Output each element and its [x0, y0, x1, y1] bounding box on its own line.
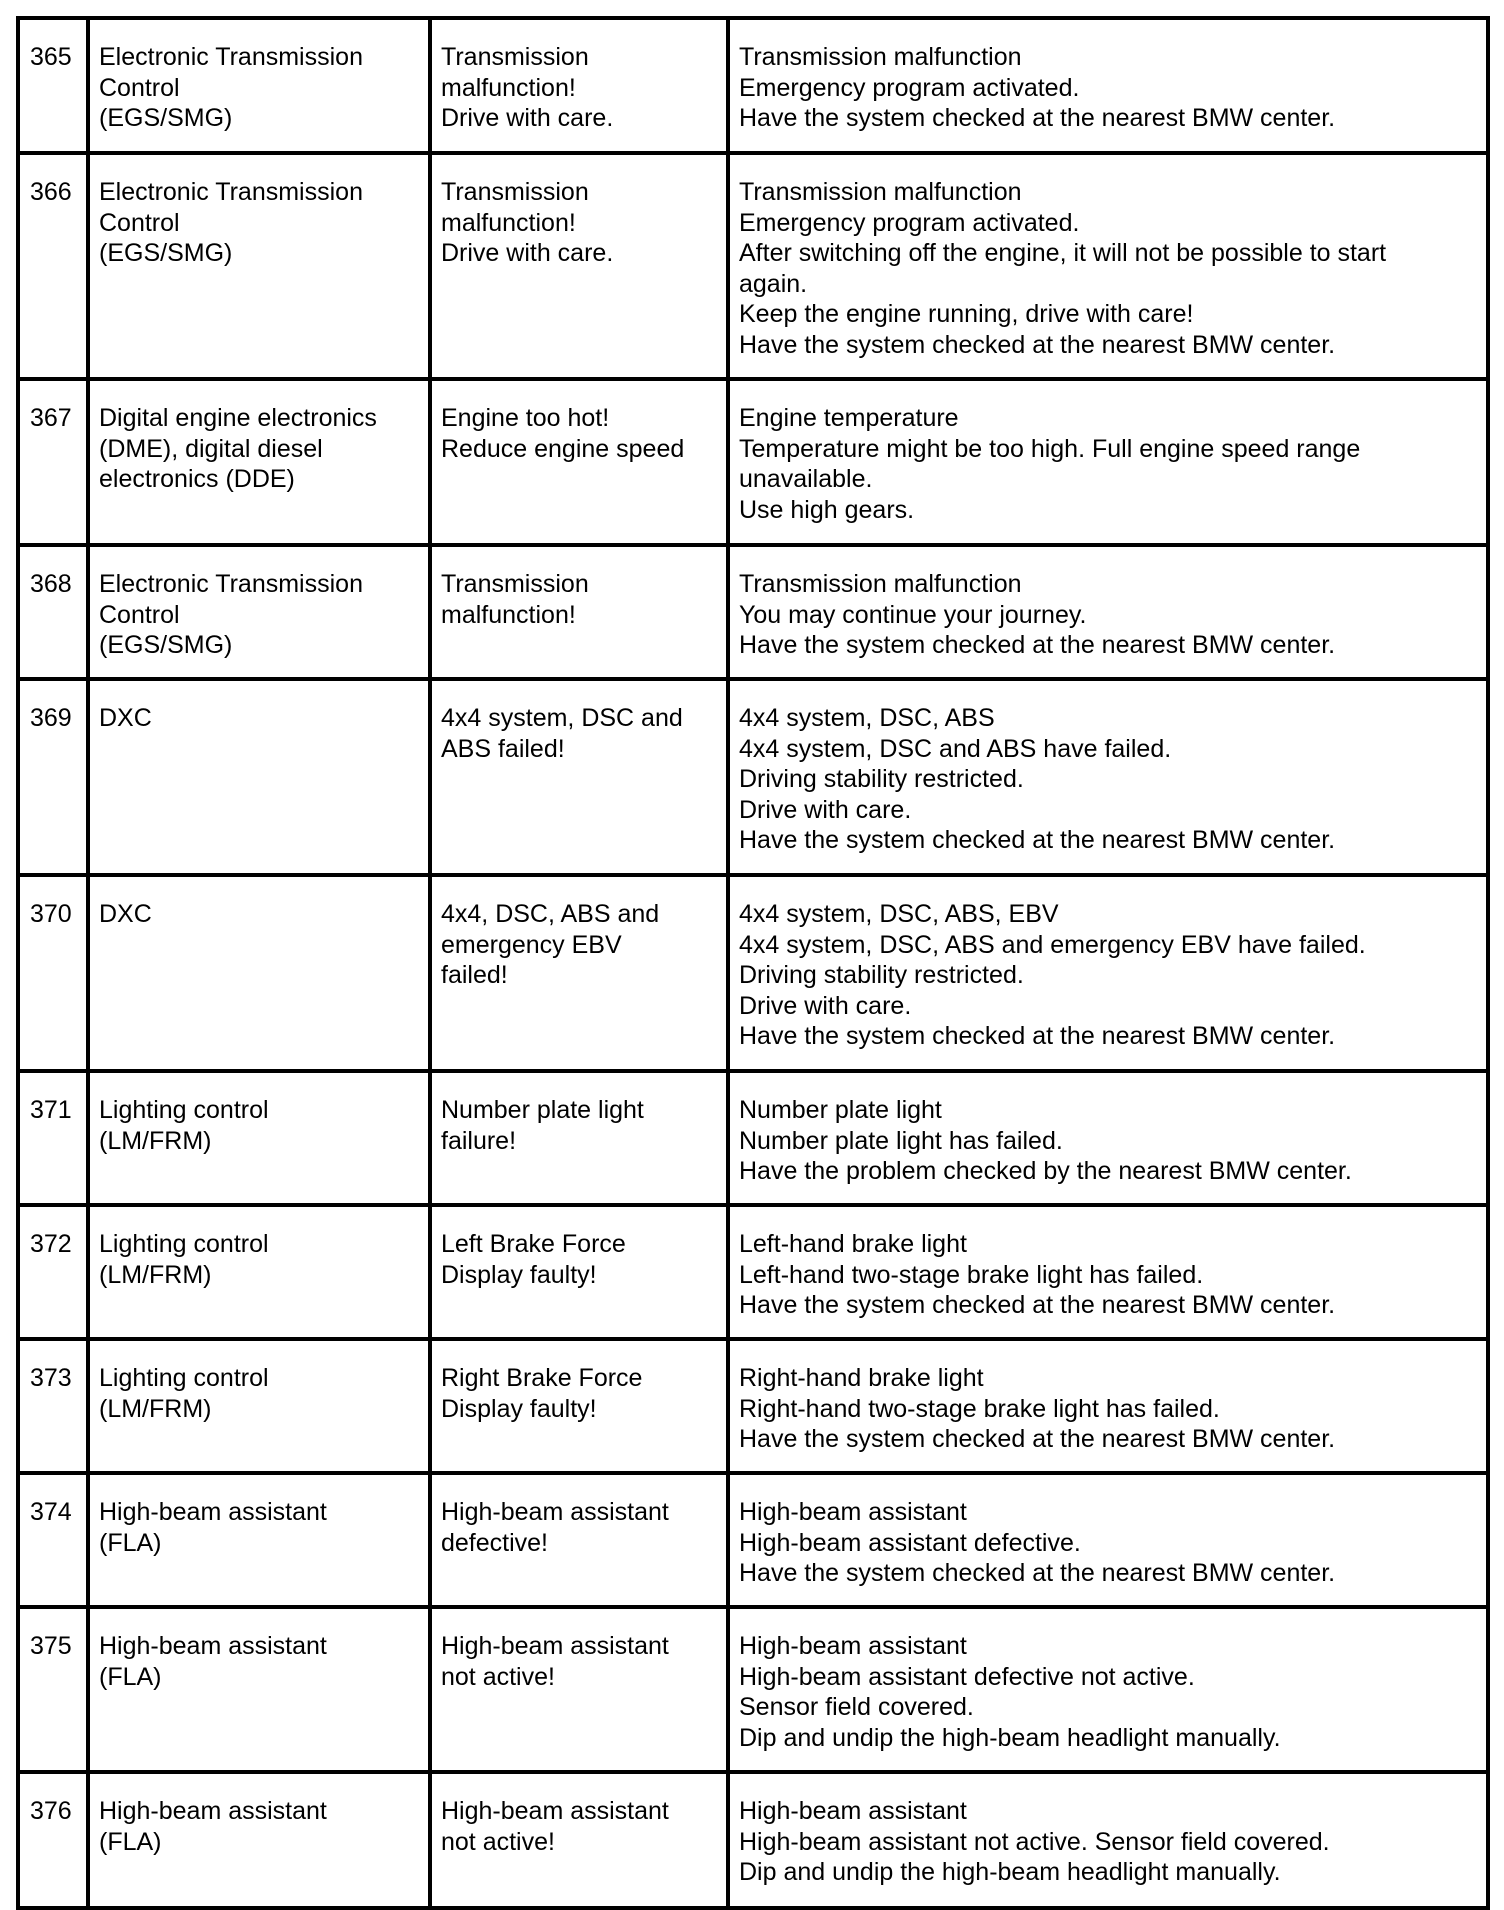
details-cell — [728, 18, 1488, 153]
details-cell — [728, 1772, 1488, 1908]
display-message-text: Transmission malfunction! Drive with care. — [441, 178, 614, 267]
display-message-cell — [430, 1772, 728, 1908]
system-text: DXC — [99, 704, 152, 732]
display-message-cell — [430, 379, 728, 545]
display-message-text: Engine too hot! Reduce engine speed — [441, 404, 685, 463]
message-number-text: 369 — [30, 704, 72, 732]
message-number — [18, 153, 88, 379]
display-message-text: High-beam assistant not active! — [441, 1797, 669, 1856]
display-message-cell — [430, 18, 728, 153]
display-message-cell — [430, 1339, 728, 1473]
message-number-text: 366 — [30, 178, 72, 206]
table-row — [18, 1607, 1488, 1772]
system-text: Digital engine electronics (DME), digital diesel electronics (DDE) — [99, 404, 377, 493]
details-cell — [728, 1607, 1488, 1772]
details-text: Transmission malfunction Emergency program activated. After switching off the engine, it will not be possible to start again. Keep the engine running, drive with care! Have the system checked at the nearest BMW center. — [739, 178, 1387, 359]
details-text: Engine temperature Temperature might be too high. Full engine speed range unavailable. Use high gears. — [739, 404, 1361, 524]
system-cell — [88, 18, 430, 153]
details-cell — [728, 1473, 1488, 1607]
display-message-text: Right Brake Force Display faulty! — [441, 1364, 643, 1423]
table-row — [18, 1473, 1488, 1607]
table-row — [18, 679, 1488, 875]
details-cell — [728, 1339, 1488, 1473]
message-number-text: 367 — [30, 404, 72, 432]
message-number-text: 370 — [30, 900, 72, 928]
system-cell — [88, 1473, 430, 1607]
display-message-text: High-beam assistant not active! — [441, 1632, 669, 1691]
table-row — [18, 875, 1488, 1071]
message-number — [18, 1607, 88, 1772]
message-number — [18, 1071, 88, 1205]
system-text: High-beam assistant (FLA) — [99, 1632, 327, 1691]
table-row — [18, 1071, 1488, 1205]
message-number — [18, 679, 88, 875]
details-cell — [728, 679, 1488, 875]
message-number-text: 376 — [30, 1797, 72, 1825]
display-message-cell — [430, 1473, 728, 1607]
details-cell — [728, 875, 1488, 1071]
display-message-cell — [430, 1607, 728, 1772]
message-number — [18, 1473, 88, 1607]
message-number — [18, 379, 88, 545]
display-message-text: Number plate light failure! — [441, 1096, 644, 1155]
system-cell — [88, 1339, 430, 1473]
message-number — [18, 1772, 88, 1908]
message-number — [18, 18, 88, 153]
message-number-text: 371 — [30, 1096, 72, 1124]
details-text: High-beam assistant High-beam assistant defective not active. Sensor field covered. Dip and undip the high-beam headlight manually. — [739, 1632, 1281, 1752]
system-cell — [88, 379, 430, 545]
table-row — [18, 18, 1488, 153]
details-text: Number plate light Number plate light has failed. Have the problem checked by the nearest BMW center. — [739, 1096, 1352, 1185]
message-number-text: 368 — [30, 570, 72, 598]
message-number — [18, 1205, 88, 1339]
details-text: High-beam assistant High-beam assistant not active. Sensor field covered. Dip and undip the high-beam headlight manually. — [739, 1797, 1330, 1886]
system-text: Electronic Transmission Control (EGS/SMG) — [99, 43, 363, 132]
message-number-text: 373 — [30, 1364, 72, 1392]
check-control-messages-table — [16, 16, 1490, 1910]
display-message-text: High-beam assistant defective! — [441, 1498, 669, 1557]
system-cell — [88, 1607, 430, 1772]
message-number-text: 374 — [30, 1498, 72, 1526]
details-text: 4x4 system, DSC, ABS 4x4 system, DSC and ABS have failed. Driving stability restricted. Drive with care. Have the system checked at the nearest BMW center. — [739, 704, 1336, 854]
system-text: Lighting control (LM/FRM) — [99, 1364, 269, 1423]
table-row — [18, 1205, 1488, 1339]
system-cell — [88, 1205, 430, 1339]
table-row — [18, 153, 1488, 379]
display-message-cell — [430, 679, 728, 875]
message-number-text: 372 — [30, 1230, 72, 1258]
details-text: 4x4 system, DSC, ABS, EBV 4x4 system, DSC, ABS and emergency EBV have failed. Driving stability restricted. Drive with care. Have the system checked at the nearest BMW center. — [739, 900, 1366, 1050]
check-control-table-container — [16, 16, 1486, 1910]
details-cell — [728, 379, 1488, 545]
system-cell — [88, 1772, 430, 1908]
system-cell — [88, 875, 430, 1071]
table-row — [18, 1772, 1488, 1908]
message-number-text: 365 — [30, 43, 72, 71]
display-message-text: Transmission malfunction! Drive with care. — [441, 43, 614, 132]
details-cell — [728, 1071, 1488, 1205]
system-cell — [88, 545, 430, 679]
system-text: Electronic Transmission Control (EGS/SMG) — [99, 178, 363, 267]
message-number — [18, 875, 88, 1071]
details-cell — [728, 1205, 1488, 1339]
system-cell — [88, 153, 430, 379]
table-row — [18, 1339, 1488, 1473]
details-text: Left-hand brake light Left-hand two-stage brake light has failed. Have the system checked at the nearest BMW center. — [739, 1230, 1336, 1319]
details-text: Right-hand brake light Right-hand two-stage brake light has failed. Have the system checked at the nearest BMW center. — [739, 1364, 1336, 1453]
system-text: DXC — [99, 900, 152, 928]
system-cell — [88, 1071, 430, 1205]
system-text: High-beam assistant (FLA) — [99, 1498, 327, 1557]
display-message-cell — [430, 1205, 728, 1339]
display-message-text: 4x4 system, DSC and ABS failed! — [441, 704, 683, 763]
display-message-text: Transmission malfunction! — [441, 570, 589, 629]
display-message-cell — [430, 1071, 728, 1205]
details-text: High-beam assistant High-beam assistant defective. Have the system checked at the nearest BMW center. — [739, 1498, 1336, 1587]
table-body — [18, 18, 1488, 1908]
message-number — [18, 1339, 88, 1473]
system-cell — [88, 679, 430, 875]
details-text: Transmission malfunction You may continue your journey. Have the system checked at the nearest BMW center. — [739, 570, 1336, 659]
system-text: Lighting control (LM/FRM) — [99, 1096, 269, 1155]
system-text: Lighting control (LM/FRM) — [99, 1230, 269, 1289]
details-cell — [728, 153, 1488, 379]
table-row — [18, 379, 1488, 545]
display-message-cell — [430, 545, 728, 679]
display-message-cell — [430, 153, 728, 379]
message-number — [18, 545, 88, 679]
system-text: High-beam assistant (FLA) — [99, 1797, 327, 1856]
system-text: Electronic Transmission Control (EGS/SMG) — [99, 570, 363, 659]
display-message-text: Left Brake Force Display faulty! — [441, 1230, 626, 1289]
display-message-cell — [430, 875, 728, 1071]
message-number-text: 375 — [30, 1632, 72, 1660]
table-row — [18, 545, 1488, 679]
details-cell — [728, 545, 1488, 679]
details-text: Transmission malfunction Emergency program activated. Have the system checked at the nearest BMW center. — [739, 43, 1336, 132]
display-message-text: 4x4, DSC, ABS and emergency EBV failed! — [441, 900, 660, 989]
